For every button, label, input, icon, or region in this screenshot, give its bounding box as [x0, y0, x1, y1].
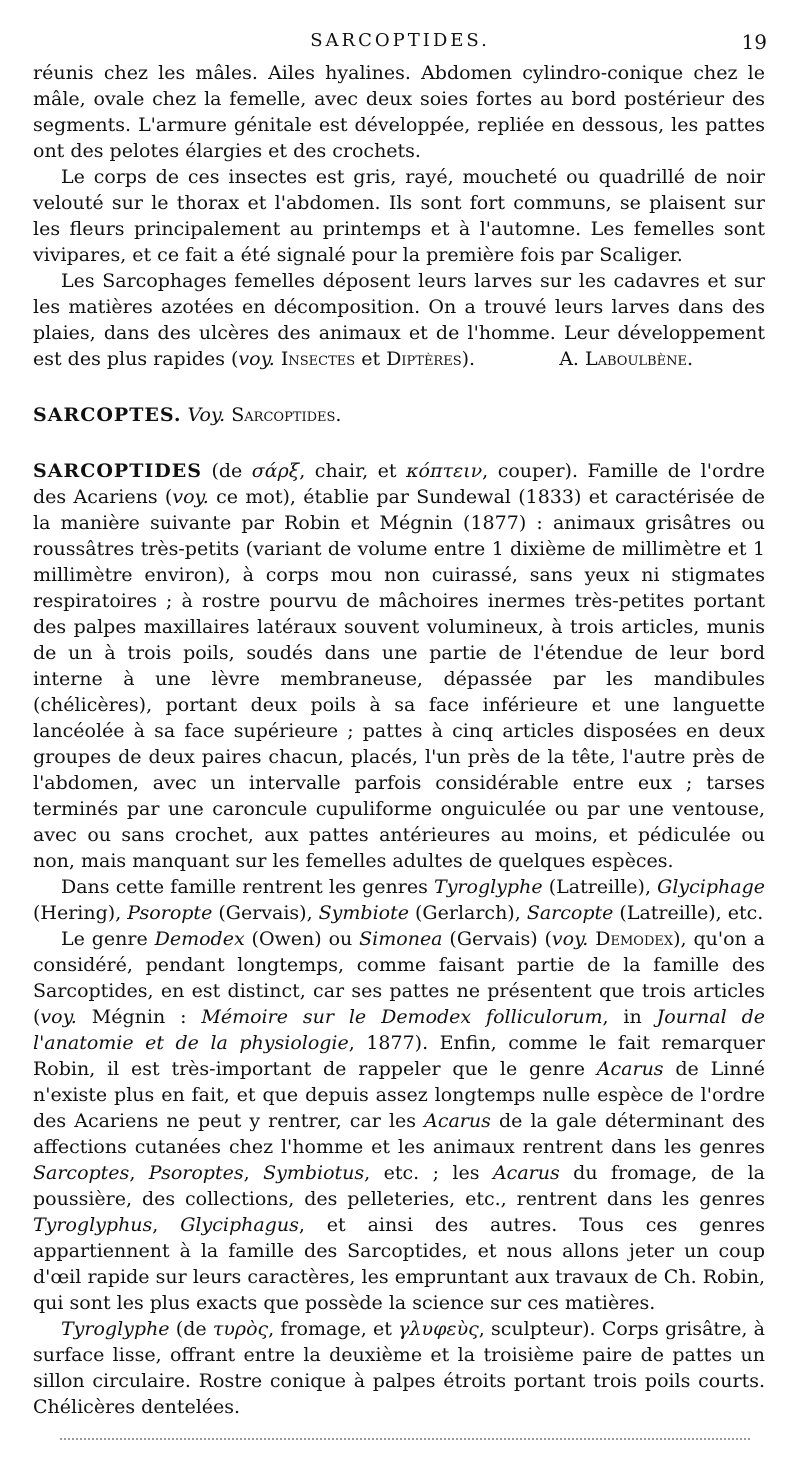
paragraph-tyroglyphe: Tyroglyphe (de τυρὸς, fromage, et γλυφεὺς, sculpteur). Corps grisâtre, à surface lisse, offrant entre la deuxième et la troisième paire de pattes un sillon circulaire. Rostre conique à palpes étroits portant trois poils courts. Chélicères dentelées. [33, 1318, 765, 1418]
entry-sarcoptides: SARCOPTIDES (de σάρξ, chair, et κόπτειν, couper). Famille de l'ordre des Acariens (voy. ce mot), établie par Sundewal (1833) et caractérisée de la manière suivante par Robin et Mégnin (1877) : animaux grisâtres ou roussâtres très-petits (variant de volume entre 1 dixième de millimètre et 1 millimètre environ), à corps mou non cuirassé, sans yeux ni stigmates respiratoires ; à rostre pourvu de mâchoires inermes très-petites portant des palpes maxillaires latéraux souvent volumineux, à trois articles, munis de un à trois poils, soudés dans une partie de l'étendue de leur bord interne à une lèvre membraneuse, dépassée par les mandibules (chélicères), portant deux poils à sa face inférieure et une languette lancéolée à sa face supérieure ; pattes à cinq articles disposées en deux groupes de deux paires chacun, placés, l'un près de la tête, l'autre près de l'abdomen, avec un intervalle parfois considérable entre eux ; tarses terminés par une caroncule cupuliforme onguiculée ou par une ventouse, avec ou sans crochet, aux pattes antérieures au moins, et pédiculée ou non, mais manquant sur les femelles adultes de quelques espèces. [33, 460, 765, 872]
author-signature: A. Laboulbène. [559, 348, 693, 370]
entry-sarcoptes: SARCOPTES. Voy. Sarcoptides. [33, 404, 342, 426]
footer-rule [60, 1438, 750, 1440]
running-header [0, 30, 800, 56]
running-title: SARCOPTIDES. [310, 30, 490, 51]
paragraph-body-color: Le corps de ces insectes est gris, rayé, moucheté ou quadrillé de noir velouté sur le thorax et l'abdomen. Ils sont fort communs, se plaisent sur les fleurs principalement au printemps et à l'automne. Les femelles sont vivipares, et ce fait a été signalé pour la première fois par Scaliger. [33, 166, 765, 266]
paragraph-continuation: réunis chez les mâles. Ailes hyalines. Abdomen cylindro-conique chez le mâle, ovale chez la femelle, avec deux soies fortes au bord postérieur des segments. L'armure génitale est développée, repliée en dessous, les pattes ont des pelotes élargies et des crochets. [33, 62, 765, 162]
paragraph-genres: Dans cette famille rentrent les genres Tyroglyphe (Latreille), Glyciphage (Hering), Psoropte (Gervais), Symbiote (Gerlarch), Sarcopte (Latreille), etc. [33, 876, 765, 924]
entry-headword: SARCOPTES. [33, 404, 182, 426]
paragraph-demodex: Le genre Demodex (Owen) ou Simonea (Gervais) (voy. Demodex), qu'on a considéré, pendant longtemps, comme faisant partie de la famille des Sarcoptides, en est distinct, car ses pattes ne présentent que trois articles (voy. Mégnin : Mémoire sur le Demodex folliculorum, in Journal de l'anatomie et de la physiologie, 1877). Enfin, comme le fait remarquer Robin, il est très-important de rappeler que le genre Acarus de Linné n'existe plus en fait, et que depuis assez longtemps nulle espèce de l'ordre des Acariens ne peut y rentrer, car les Acarus de la gale déterminant des affections cutanées chez l'homme et les animaux rentrent dans les genres Sarcoptes, Psoroptes, Symbiotus, etc. ; les Acarus du fromage, de la poussière, des collections, des pelleteries, etc., rentrent dans les genres Tyroglyphus, Glyciphagus, et ainsi des autres. Tous ces genres appartiennent à la famille des Sarcoptides, et nous allons jeter un coup d'œil rapide sur leurs caractères, les empruntant aux travaux de Ch. Robin, qui sont les plus exacts que possède la science sur ces matières. [33, 928, 766, 1314]
paragraph-larvae: Les Sarcophages femelles déposent leurs larves sur les cadavres et sur les matières azotées en décomposition. On a trouvé leurs larves dans des plaies, dans des ulcères des animaux et de l'homme. Leur développement est des plus rapides (voy. Insectes et Diptères). A. Laboulbène. [33, 270, 765, 370]
page-number: 19 [741, 30, 767, 54]
text-body [33, 60, 765, 1420]
entry-headword: SARCOPTIDES [33, 460, 202, 482]
